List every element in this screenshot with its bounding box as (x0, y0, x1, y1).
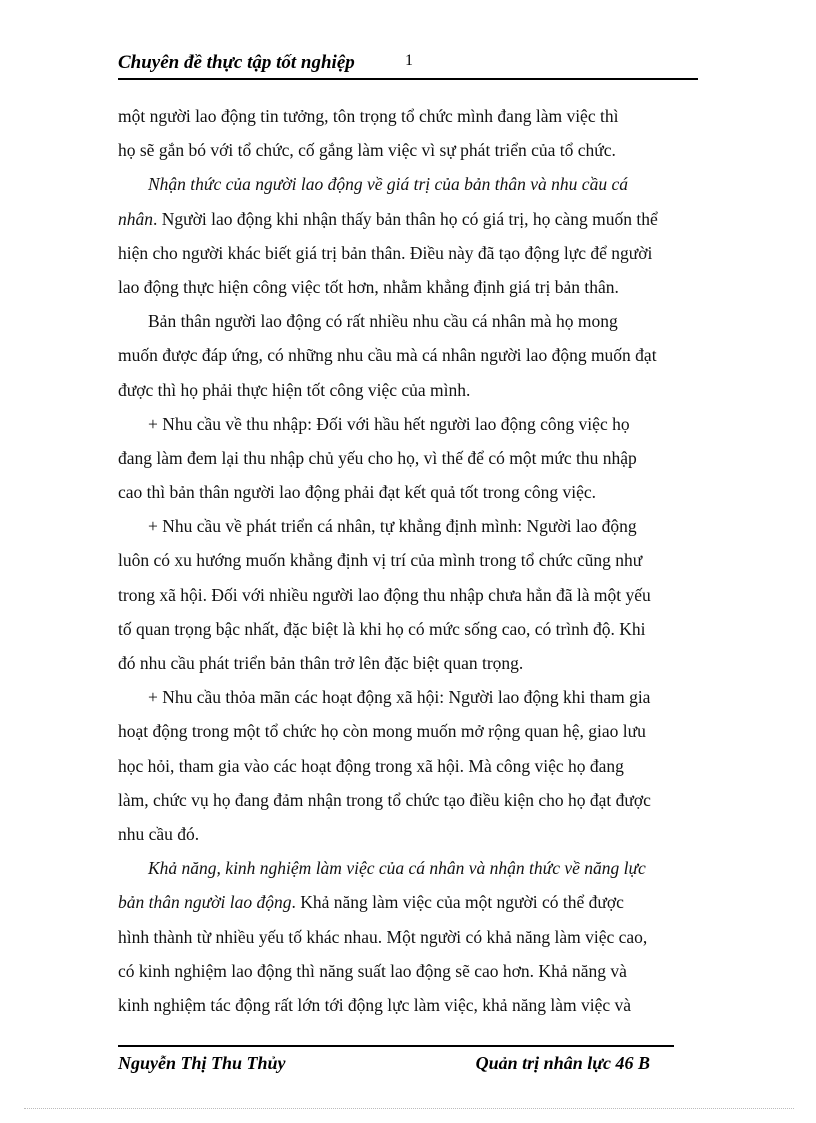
text-line: hoạt động trong một tổ chức họ còn mong muốn mở rộng quan hệ, giao lưu (118, 721, 646, 742)
text-line: họ sẽ gắn bó với tổ chức, cố gắng làm việc vì sự phát triển của tổ chức. (118, 140, 616, 161)
header-title: Chuyên đề thực tập tốt nghiệp (118, 52, 355, 73)
text-line: + Nhu cầu thỏa mãn các hoạt động xã hội: Người lao động khi tham gia (148, 687, 651, 708)
text-line: nhu cầu đó. (118, 823, 200, 844)
footer-class: Quản trị nhân lực 46 B (475, 1053, 650, 1073)
text-line: đó nhu cầu phát triển bản thân trở lên đặc biệt quan trọng. (118, 653, 524, 673)
text-line: luôn có xu hướng muốn khẳng định vị trí của mình trong tổ chức cũng như (118, 550, 643, 571)
page-header (118, 50, 698, 80)
text-line: hiện cho người khác biết giá trị bản thân. Điều này đã tạo động lực để người (118, 242, 653, 263)
text-line: Nhận thức của người lao động về giá trị của bản thân và nhu cầu cá (148, 174, 628, 195)
footer-author: Nguyễn Thị Thu Thủy (118, 1053, 286, 1073)
text-run: . Khả năng làm việc của một người có thể được (291, 892, 624, 913)
text-line: một người lao động tin tưởng, tôn trọng tổ chức mình đang làm việc thì (118, 106, 619, 126)
text-run: . Người lao động khi nhận thấy bản thân họ có giá trị, họ càng muốn thể (153, 208, 658, 229)
text-line: + Nhu cầu về phát triển cá nhân, tự khẳng định mình: Người lao động (148, 516, 637, 537)
text-line: + Nhu cầu về thu nhập: Đối với hầu hết người lao động công việc họ (148, 413, 630, 434)
text-line: kinh nghiệm tác động rất lớn tới động lực làm việc, khả năng làm việc và (118, 994, 631, 1015)
text-line: học hỏi, tham gia vào các hoạt động trong xã hội. Mà công việc họ đang (118, 755, 624, 776)
text-line: cao thì bản thân người lao động phải đạt kết quả tốt trong công việc. (118, 482, 596, 503)
page-number: 1 (405, 52, 413, 69)
text-line: đang làm đem lại thu nhập chủ yếu cho họ, vì thế để có một mức thu nhập (118, 447, 637, 468)
italic-phrase: bản thân người lao động (118, 892, 292, 913)
text-line: trong xã hội. Đối với nhiều người lao động thu nhập chưa hẳn đã là một yếu (118, 584, 651, 605)
text-line: làm, chức vụ họ đang đảm nhận trong tổ chức tạo điều kiện cho họ đạt được (118, 789, 651, 810)
text-line (118, 202, 698, 236)
text-line: Khả năng, kinh nghiệm làm việc của cá nhân và nhận thức về năng lực (148, 858, 646, 879)
italic-phrase: nhân (118, 208, 153, 229)
text-line: Bản thân người lao động có rất nhiều nhu cầu cá nhân mà họ mong (148, 311, 618, 332)
text-line: lao động thực hiện công việc tốt hơn, nhằm khẳng định giá trị bản thân. (118, 276, 619, 297)
text-line: hình thành từ nhiều yếu tố khác nhau. Một người có khả năng làm việc cao, (118, 926, 648, 947)
page-footer (118, 1045, 674, 1075)
text-line: muốn được đáp ứng, có những nhu cầu mà cá nhân người lao động muốn đạt (118, 345, 657, 366)
text-line: tố quan trọng bậc nhất, đặc biệt là khi họ có mức sống cao, có trình độ. Khi (118, 618, 646, 639)
body-text (118, 99, 698, 1022)
text-line: được thì họ phải thực hiện tốt công việc của mình. (118, 379, 471, 400)
page-bottom-divider (24, 1108, 794, 1109)
text-line: có kinh nghiệm lao động thì năng suất lao động sẽ cao hơn. Khả năng và (118, 960, 627, 981)
text-line (118, 885, 698, 919)
